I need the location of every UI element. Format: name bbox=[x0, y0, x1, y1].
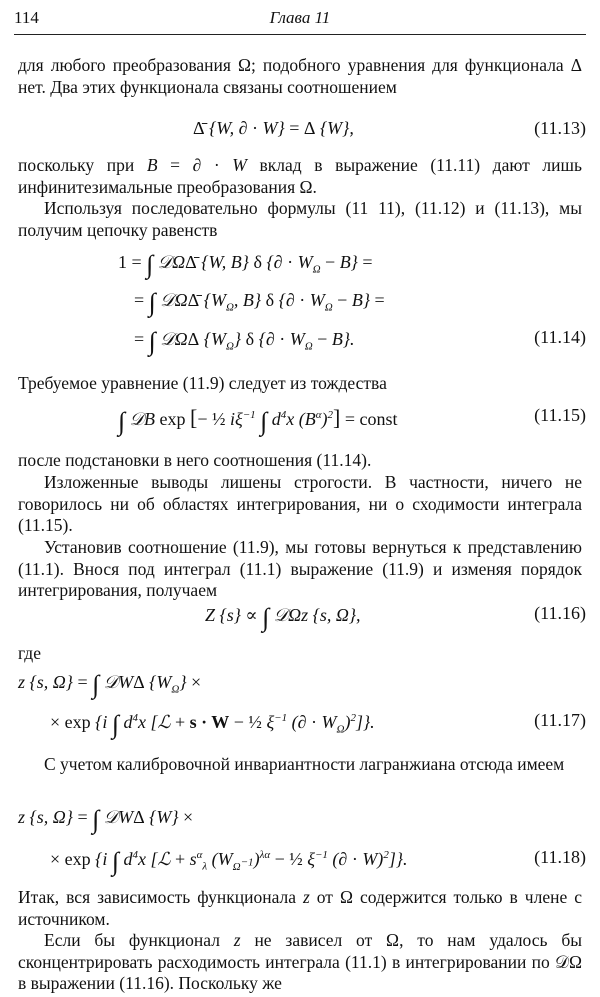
equation-11-14-line-2 bbox=[18, 288, 586, 318]
equation-11-13 bbox=[18, 118, 586, 148]
paragraph-9: С учетом калибровочной инвариантности лагранжиана отсюда имеем bbox=[44, 754, 565, 774]
equation-11-14-line-3 bbox=[18, 327, 586, 357]
equation-11-14-line-3-formula: = ∫ 𝒟ΩΔ $\{W_\Omega\}$ δ {∂ · $W_\Omega - B$}. bbox=[134, 327, 355, 356]
paragraph-8: где bbox=[18, 643, 41, 663]
equation-11-13-number: (11.13) bbox=[534, 118, 586, 138]
equation-11-18-line-2-formula: × exp {i ∫ $d^4x$ [ℒ + $s^\alpha_\lambda$ $(W_{\Omega^{-1}})^{\lambda\alpha}$ − ½ $\xi^{-1}$ (∂ · W)$^2$]}. bbox=[50, 847, 408, 876]
paragraph-1: для любого преобразования Ω; подобного уравнения для функционала Δ нет. Два этих функционала связаны соотношением bbox=[18, 55, 582, 97]
equation-11-16-number: (11.16) bbox=[534, 603, 586, 623]
paragraph-7: Установив соотношение (11.9), мы готовы вернуться к представлению (11.1). Внося под интеграл (11.1) выражение (11.9) и изменяя порядок интегрирования, получаем bbox=[18, 537, 582, 600]
page-header bbox=[14, 6, 586, 30]
equation-11-17-line-2-formula: × exp {i ∫ $d^4x$ [ℒ + s · W − ½ $\xi^{-1}$ (∂ · $W_\Omega)^2$]}. bbox=[50, 710, 375, 739]
equation-11-18-line-1-formula: z {s, Ω} = ∫ 𝒟WΔ {W} × bbox=[18, 805, 194, 834]
equation-11-14-line-1 bbox=[18, 250, 586, 280]
equation-11-14-number: (11.14) bbox=[534, 327, 586, 347]
equation-11-17-number: (11.17) bbox=[534, 710, 586, 730]
equation-11-15-number: (11.15) bbox=[534, 405, 586, 425]
equation-11-17-line-2 bbox=[18, 710, 586, 740]
equation-11-15 bbox=[18, 405, 586, 435]
running-head: Глава 11 bbox=[269, 8, 331, 27]
equation-11-18-line-1 bbox=[18, 805, 586, 835]
paragraph-5: после подстановки в него соотношения (11.14). bbox=[18, 450, 372, 470]
paragraph-3: Используя последовательно формулы (11 11), (11.12) и (11.13), мы получим цепочку равенств bbox=[18, 198, 582, 240]
equation-11-17-line-1 bbox=[18, 670, 586, 700]
equation-11-13-formula: Δ̄ {W, ∂ · W} = Δ {W}, bbox=[193, 118, 354, 138]
paragraph-2: поскольку при B = ∂ · W вклад в выражение (11.11) дают лишь инфинитезимальные преобразования Ω. bbox=[18, 155, 582, 197]
paragraph-11: Если бы функционал z не зависел от Ω, то нам удалось бы сконцентрировать расходимость интеграла (11.1) в интегрировании по 𝒟Ω в выражении (11.16). Поскольку же bbox=[18, 930, 582, 993]
paragraph-4: Требуемое уравнение (11.9) следует из тождества bbox=[18, 373, 387, 393]
equation-11-14-line-1-formula: 1 = ∫ 𝒟ΩΔ̄ {W, B} δ {∂ · $W_\Omega - B$} = bbox=[118, 250, 373, 279]
equation-11-18-line-2 bbox=[18, 847, 586, 877]
paragraph-6: Изложенные выводы лишены строгости. В частности, ничего не говорилось ни об областях интегрирования, ни о сходимости интеграла (11.15). bbox=[18, 472, 582, 535]
page-number: 114 bbox=[14, 8, 39, 27]
equation-11-17-line-1-formula: z {s, Ω} = ∫ 𝒟WΔ $\{W_\Omega\}$ × bbox=[18, 670, 202, 699]
equation-11-16 bbox=[18, 603, 586, 633]
equation-11-15-formula: ∫ 𝒟B exp [− ½ $i\xi^{-1}$ ∫ $d^4x$ $(B^\alpha)^2$] = const bbox=[118, 405, 398, 436]
equation-11-18-number: (11.18) bbox=[534, 847, 586, 867]
equation-11-14-line-2-formula: = ∫ 𝒟ΩΔ̄ {$W_\Omega$, B} δ {∂ · $W_\Omega - B$} = bbox=[134, 288, 385, 317]
header-rule bbox=[14, 34, 586, 35]
paragraph-10: Итак, вся зависимость функционала z от Ω содержится только в члене с источником. bbox=[18, 887, 582, 929]
equation-11-16-formula: Z {s} ∝ ∫ 𝒟Ωz {s, Ω}, bbox=[205, 603, 361, 632]
